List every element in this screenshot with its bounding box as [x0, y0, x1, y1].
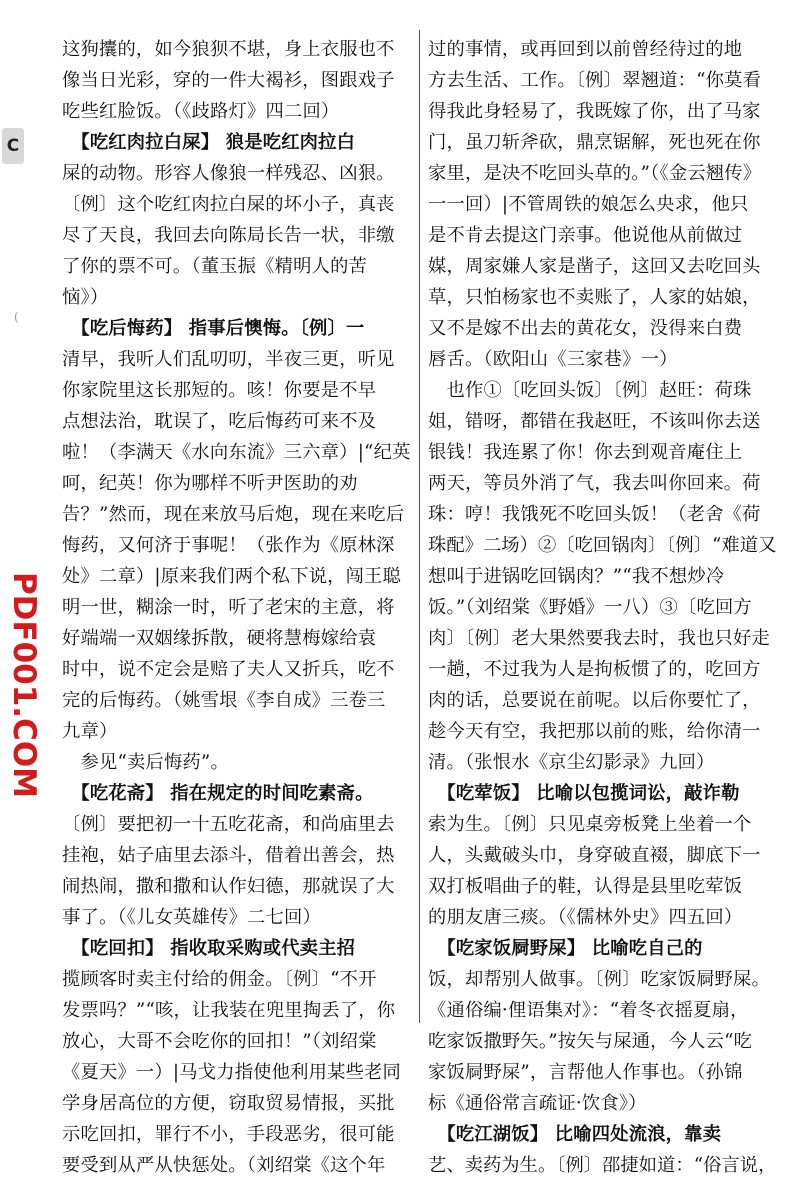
text-line: 方去生活、工作。〔例〕翠翘道：“你莫看 [428, 70, 762, 91]
text-line: 了你的票不可。（董玉振《精明人的苦 [62, 256, 368, 277]
text-line: 参见“卖后悔药”。 [62, 752, 229, 773]
entry-headword-line: 【吃红肉拉白屎】 狼是吃红肉拉白 [62, 132, 356, 153]
text-line: 《夏天》一）|马戈力指使他利用某些老同 [62, 1062, 402, 1083]
entry-headword-line: 【吃荤饭】 比喻以包揽词讼，敲诈勒 [428, 783, 740, 804]
text-line: 屎的动物。形容人像狼一样残忍、凶狠。 [62, 163, 395, 184]
text-line: 趁今天有空，我把那以前的账，给你清一 [428, 721, 761, 742]
text-line: 告？”然而，现在来放马后炮，现在来吃后 [62, 504, 405, 525]
text-line: 明一世，糊涂一时，听了老宋的主意，将 [62, 597, 395, 618]
entry-headword-line: 【吃江湖饭】 比喻四处流浪，靠卖 [428, 1124, 722, 1145]
text-line: 饭，却帮别人做事。〔例〕吃家饭屙野屎。 [428, 969, 770, 990]
text-line: 唇舌。（欧阳山《三家巷》一） [428, 349, 678, 370]
text-line: 处》二章）|原来我们两个私下说，闯王聪 [62, 566, 402, 587]
text-line: 媒，周家嫌人家是凿子，这回又去吃回头 [428, 256, 761, 277]
entry-headword-line: 【吃后悔药】 指事后懊悔。〔例〕一 [62, 318, 365, 339]
text-line: 〔例〕要把初一十五吃花斋，和尚庙里去 [62, 814, 395, 835]
text-line: 放心，大哥不会吃你的回扣！”（刘绍棠 [62, 1031, 377, 1052]
text-line: 门，虽刀斩斧砍，鼎烹锯解，死也死在你 [428, 132, 761, 153]
text-line: 标《通俗常言疏证·饮食》） [428, 1093, 647, 1114]
text-line: 挂袍，姑子庙里去添斗，借着出善会，热 [62, 845, 395, 866]
text-line: 艺、卖药为生。〔例〕邵捷如道：“俗言说， [428, 1155, 777, 1176]
watermark [4, 571, 44, 799]
text-line: 又不是嫁不出去的黄花女，没得来白费 [428, 318, 743, 339]
text-line: 银钱！我连累了你！你去到观音庵住上 [428, 442, 743, 463]
text-line: 要受到从严从快惩处。（刘绍棠《这个年 [62, 1155, 386, 1176]
text-line: 揽顾客时卖主付给的佣金。〔例〕“不开 [62, 969, 377, 990]
text-line: 这狗攮的，如今狼狈不堪，身上衣服也不 [62, 39, 395, 60]
text-line: 像当日光彩，穿的一件大褐衫，图跟戏子 [62, 70, 395, 91]
text-line: 你家院里这长那短的。咳！你要是不早 [62, 380, 377, 401]
text-line: 清。（张恨水《京尘幻影录》九回） [428, 752, 715, 773]
text-line: 时中，说不定会是赔了夫人又折兵，吃不 [62, 659, 395, 680]
text-line: 尽了天良，我回去向陈局长告一状，非缴 [62, 225, 395, 246]
text-line: 〔例〕这个吃红肉拉白屎的坏小子，真丧 [62, 194, 395, 215]
text-line: 人，头戴破头巾，身穿破直裰，脚底下一 [428, 845, 761, 866]
text-line: 肉〕〔例〕老大果然要我去时，我也只好走 [428, 628, 770, 649]
text-line: 珠配》二场）②〔吃回锅肉〕〔例〕“难道又 [428, 535, 777, 556]
text-line: 双打板唱曲子的鞋，认得是县里吃荤饭 [428, 876, 743, 897]
text-line: 示吃回扣，罪行不小，手段恶劣，很可能 [62, 1124, 395, 1145]
text-line: 《通俗编·俚语集对》：“着冬衣摇夏扇， [428, 1000, 749, 1021]
text-line: 珠：哼！我饿死不吃回头饭！（老舍《荷 [428, 504, 761, 525]
text-line: 啦！（李满天《水向东流》三六章）|“纪英 [62, 442, 411, 463]
text-line: 得我此身轻易了，我既嫁了你，出了马家 [428, 101, 761, 122]
text-line: 两天，等员外消了气，我去叫你回来。荷 [428, 473, 761, 494]
text-line: 草，只怕杨家也不卖账了，人家的姑娘， [428, 287, 761, 308]
text-line: 呵，纪英！你为哪样不听尹医助的劝 [62, 473, 358, 494]
text-line: 事了。（《儿女英雄传》二七回） [62, 907, 321, 928]
text-line: 学身居高位的方便，窃取贸易情报，买批 [62, 1093, 395, 1114]
text-line: 吃些红脸饭。（《歧路灯》四二回） [62, 101, 340, 122]
text-line: 姐，错呀，都错在我赵旺，不该叫你去送 [428, 411, 761, 432]
text-line: 发票吗？”“咳，让我装在兜里掏丢了，你 [62, 1000, 396, 1021]
text-line: 一一回）|不管周铁的娘怎么央求，他只 [428, 194, 749, 215]
entry-headword-line: 【吃花斋】 指在规定的时间吃素斋。 [62, 783, 374, 804]
text-line: 索为生。〔例〕只见桌旁板凳上坐着一个 [428, 814, 752, 835]
text-line: 恼》） [62, 287, 109, 308]
text-line: 一趟，不过我为人是拘板惯了的，吃回方 [428, 659, 761, 680]
watermark-text: PDF001.COM [6, 571, 42, 799]
text-line: 想叫于进锅吃回锅肉？”“我不想炒冷 [428, 566, 725, 587]
column-divider [419, 30, 420, 1023]
text-line: 是不肯去提这门亲事。他说他从前做过 [428, 225, 743, 246]
text-line: 家饭屙野屎”，言帮他人作事也。（孙锦 [428, 1062, 743, 1083]
text-line: 家里，是决不吃回头草的。”（《金云翘传》 [428, 163, 762, 184]
text-line: 清早，我听人们乱叨叨，半夜三更，听见 [62, 349, 395, 370]
section-letter-tab: C [2, 128, 24, 164]
text-line: 闹热闹，撒和撒和认作妇德，那就误了大 [62, 876, 395, 897]
text-line: 过的事情，或再回到以前曾经待过的地 [428, 39, 743, 60]
text-line: 吃家饭撒野矢。”按矢与屎通，今人云“吃 [428, 1031, 753, 1052]
text-line: 完的后悔药。（姚雪垠《李自成》三卷三 [62, 690, 386, 711]
text-line: 九章） [62, 721, 118, 742]
text-line: 好端端一双姻缘拆散，硬将慧梅嫁给袁 [62, 628, 377, 649]
text-line: 悔药，又何济于事呢！（张作为《原林深 [62, 535, 395, 556]
text-line: 点想法治，耽误了，吃后悔药可来不及 [62, 411, 377, 432]
entry-headword-line: 【吃家饭屙野屎】 比喻吃自己的 [428, 938, 703, 959]
text-line: 也作①〔吃回头饭〕〔例〕赵旺：荷珠 [428, 380, 752, 401]
left-column [62, 34, 412, 1181]
text-line: 饭。”（刘绍棠《野婚》一八）③〔吃回方 [428, 597, 752, 618]
entry-headword-line: 【吃回扣】 指收取采购或代卖主招 [62, 938, 356, 959]
text-line: 的朋友唐三痰。（《儒林外史》四五回） [428, 907, 743, 928]
margin-mark: ( [14, 310, 19, 324]
text-line: 肉的话，总要说在前呢。以后你要忙了， [428, 690, 761, 711]
right-column [428, 34, 778, 1181]
